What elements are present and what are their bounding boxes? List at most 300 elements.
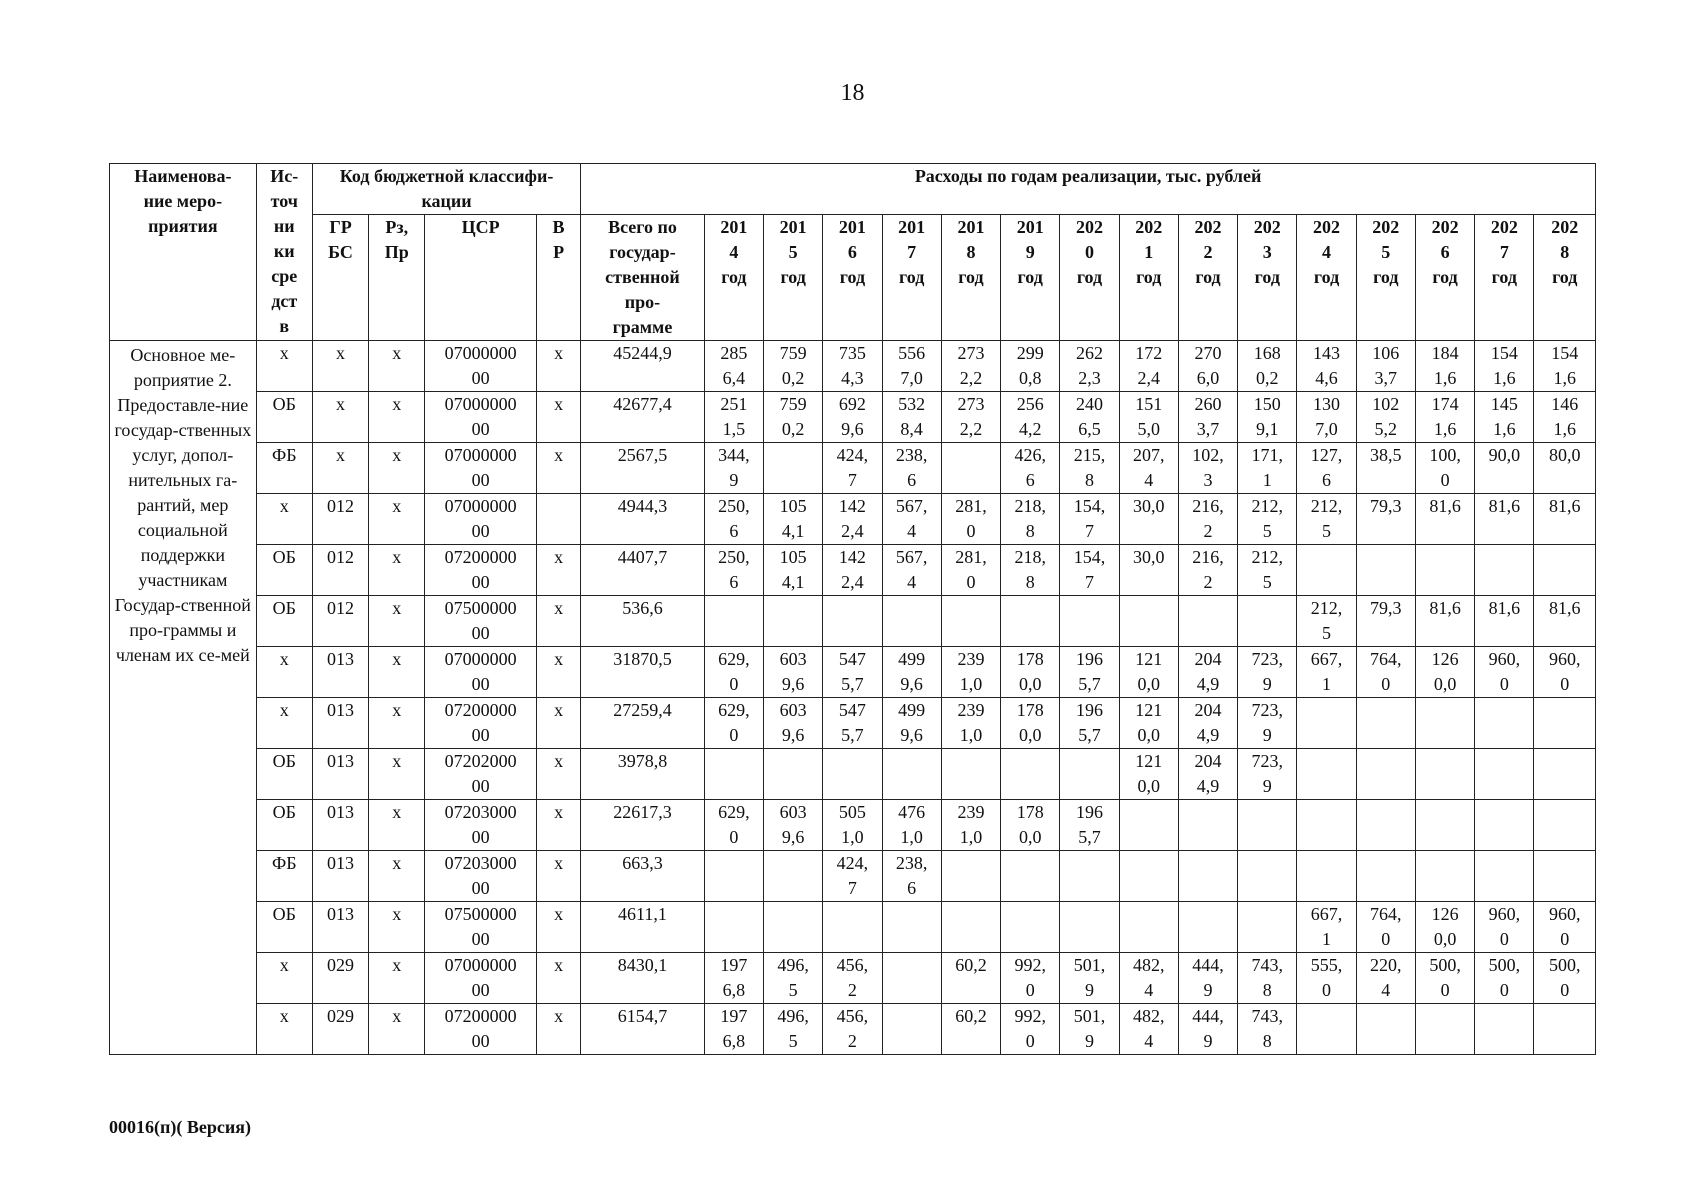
table-cell: 240 6,5 [1060,392,1119,443]
table-cell: 171, 1 [1238,443,1297,494]
table-cell: 555, 0 [1297,953,1356,1004]
table-cell [1475,851,1534,902]
table-cell: 960, 0 [1534,902,1596,953]
table-cell: 121 0,0 [1119,749,1178,800]
table-cell [1475,749,1534,800]
header-year-2026: 202 6 год [1415,215,1474,341]
table-row [110,392,1596,443]
table-cell: 482, 4 [1119,953,1178,1004]
table-cell [823,596,882,647]
table-cell [941,443,1000,494]
table-cell [1178,800,1237,851]
table-cell: 424, 7 [823,443,882,494]
table-cell: 499 9,6 [882,698,941,749]
table-cell: 178 0,0 [1001,698,1060,749]
table-cell: 667, 1 [1297,647,1356,698]
table-cell: 663,3 [581,851,705,902]
table-cell: 154, 7 [1060,494,1119,545]
table-cell: 81,6 [1475,494,1534,545]
table-cell: 216, 2 [1178,494,1237,545]
table-cell [1415,851,1474,902]
table-cell: х [256,647,312,698]
table-cell: 121 0,0 [1119,698,1178,749]
table-cell: х [369,443,425,494]
table-cell: х [536,902,580,953]
table-cell: х [312,392,368,443]
table-cell: 126 0,0 [1415,647,1474,698]
table-cell: 127, 6 [1297,443,1356,494]
table-cell: 496, 5 [764,1004,823,1055]
table-cell: 603 9,6 [764,698,823,749]
table-cell: 178 0,0 [1001,800,1060,851]
table-cell: х [536,1004,580,1055]
table-cell [1356,800,1415,851]
table-cell [704,749,763,800]
header-total: Всего по государ- ственной про- грамме [581,215,705,341]
table-cell: х [369,749,425,800]
table-cell: 07000000 00 [425,341,537,392]
table-cell: 196 5,7 [1060,698,1119,749]
table-cell: 07000000 00 [425,494,537,545]
table-cell: 07200000 00 [425,1004,537,1055]
header-vr: В Р [536,215,580,341]
table-cell: 102, 3 [1178,443,1237,494]
table-cell: 212, 5 [1238,545,1297,596]
table-row [110,749,1596,800]
table-cell: 196 5,7 [1060,800,1119,851]
table-cell [1297,749,1356,800]
table-cell [1178,596,1237,647]
table-cell: 667, 1 [1297,902,1356,953]
table-body [110,341,1596,1055]
table-cell [764,902,823,953]
table-cell: 07202000 00 [425,749,537,800]
table-cell: 759 0,2 [764,392,823,443]
table-cell [1060,596,1119,647]
table-cell: 172 2,4 [1119,341,1178,392]
table-cell: 013 [312,902,368,953]
table-cell [1415,749,1474,800]
table-cell [1415,545,1474,596]
table-cell: 197 6,8 [704,1004,763,1055]
table-cell [882,1004,941,1055]
table-cell: 456, 2 [823,953,882,1004]
table-cell: х [536,392,580,443]
table-cell: 215, 8 [1060,443,1119,494]
table-cell: 547 5,7 [823,647,882,698]
table-cell: 81,6 [1534,596,1596,647]
table-cell [941,902,1000,953]
table-cell: 629, 0 [704,800,763,851]
table-cell: 145 1,6 [1475,392,1534,443]
table-cell: 142 2,4 [823,494,882,545]
table-cell: х [369,800,425,851]
table-cell: 764, 0 [1356,902,1415,953]
table-cell: х [536,953,580,1004]
table-cell: 456, 2 [823,1004,882,1055]
table-row [110,902,1596,953]
table-row [110,596,1596,647]
table-cell: 692 9,6 [823,392,882,443]
header-expenses-by-year: Расходы по годам реализации, тыс. рублей [581,164,1596,215]
table-cell: 07500000 00 [425,596,537,647]
table-cell: 500, 0 [1534,953,1596,1004]
table-cell: 444, 9 [1178,953,1237,1004]
table-cell: 07000000 00 [425,647,537,698]
table-row [110,545,1596,596]
table-cell: 3978,8 [581,749,705,800]
table-cell: 106 3,7 [1356,341,1415,392]
table-cell: 146 1,6 [1534,392,1596,443]
table-cell: 743, 8 [1238,1004,1297,1055]
table-row [110,443,1596,494]
table-cell: 759 0,2 [764,341,823,392]
table-cell: 250, 6 [704,494,763,545]
table-cell [1356,749,1415,800]
table-cell: 79,3 [1356,596,1415,647]
table-cell: 547 5,7 [823,698,882,749]
table-cell [941,851,1000,902]
table-cell [1356,545,1415,596]
table-cell [1119,902,1178,953]
table-cell [1415,1004,1474,1055]
table-cell: 121 0,0 [1119,647,1178,698]
table-cell: 4611,1 [581,902,705,953]
table-cell [1297,800,1356,851]
table-cell [764,596,823,647]
table-cell: 07500000 00 [425,902,537,953]
table-cell: х [536,341,580,392]
table-cell: 79,3 [1356,494,1415,545]
table-cell: 184 1,6 [1415,341,1474,392]
table-cell: х [536,749,580,800]
header-year-2024: 202 4 год [1297,215,1356,341]
table-cell: 013 [312,698,368,749]
table-cell [1356,851,1415,902]
table-cell: 723, 9 [1238,647,1297,698]
table-cell: х [369,1004,425,1055]
table-cell: х [369,392,425,443]
header-budget-code: Код бюджетной классифи- кации [312,164,580,215]
table-cell: 105 4,1 [764,545,823,596]
table-cell: 273 2,2 [941,341,1000,392]
table-cell [764,851,823,902]
table-cell: 556 7,0 [882,341,941,392]
table-cell [1475,698,1534,749]
table-cell: х [256,1004,312,1055]
table-cell: 143 4,6 [1297,341,1356,392]
table-cell [941,749,1000,800]
table-cell: 204 4,9 [1178,647,1237,698]
table-cell: 444, 9 [1178,1004,1237,1055]
table-cell: 22617,3 [581,800,705,851]
table-cell: 27259,4 [581,698,705,749]
table-row [110,1004,1596,1055]
table-cell: 029 [312,1004,368,1055]
table-cell: 38,5 [1356,443,1415,494]
table-cell [1356,1004,1415,1055]
table-cell [882,749,941,800]
table-cell: 723, 9 [1238,698,1297,749]
table-cell [1001,749,1060,800]
table-cell: 029 [312,953,368,1004]
table-cell: 07203000 00 [425,851,537,902]
table-cell: 426, 6 [1001,443,1060,494]
table-cell [1238,800,1297,851]
table-cell: 07203000 00 [425,800,537,851]
table-cell [1119,851,1178,902]
table-cell: 536,6 [581,596,705,647]
table-cell: 30,0 [1119,545,1178,596]
table-cell: 567, 4 [882,494,941,545]
table-cell: х [536,647,580,698]
table-cell: 150 9,1 [1238,392,1297,443]
table-cell: 4407,7 [581,545,705,596]
table-cell: 42677,4 [581,392,705,443]
table-cell: 178 0,0 [1001,647,1060,698]
table-cell: 168 0,2 [1238,341,1297,392]
table-cell: 81,6 [1415,596,1474,647]
table-cell: 500, 0 [1475,953,1534,1004]
table-cell: 100, 0 [1415,443,1474,494]
table-cell: 220, 4 [1356,953,1415,1004]
table-cell [823,749,882,800]
table-cell: 4944,3 [581,494,705,545]
table-cell [764,443,823,494]
table-cell: 07000000 00 [425,392,537,443]
table-cell: 102 5,2 [1356,392,1415,443]
table-cell: 218, 8 [1001,545,1060,596]
table-cell: ФБ [256,443,312,494]
table-cell: 212, 5 [1297,596,1356,647]
table-cell: 212, 5 [1238,494,1297,545]
table-cell: 501, 9 [1060,953,1119,1004]
table-cell: 299 0,8 [1001,341,1060,392]
header-year-2025: 202 5 год [1356,215,1415,341]
table-cell: 81,6 [1475,596,1534,647]
table-cell: 723, 9 [1238,749,1297,800]
table-cell [1356,698,1415,749]
table-cell [1534,1004,1596,1055]
table-cell [704,851,763,902]
activity-name: Основное ме-роприятие 2. Предоставле-ние государ-ственных услуг, допол-нительных га-рантий, мер социальной поддержки участникам Государ-ственной про-граммы и членам их се-мей [110,341,257,1055]
table-cell: 81,6 [1534,494,1596,545]
table-cell: 960, 0 [1475,647,1534,698]
table-cell: 31870,5 [581,647,705,698]
table-cell: ОБ [256,545,312,596]
table-cell: х [536,545,580,596]
table-cell: 251 1,5 [704,392,763,443]
table-cell [1534,749,1596,800]
table-cell [1534,698,1596,749]
table-cell: 60,2 [941,953,1000,1004]
table-cell [1415,800,1474,851]
table-cell: 567, 4 [882,545,941,596]
table-row [110,953,1596,1004]
table-cell [764,749,823,800]
table-cell: 960, 0 [1475,902,1534,953]
table-cell: х [536,443,580,494]
table-cell: 07200000 00 [425,545,537,596]
table-cell: 207, 4 [1119,443,1178,494]
table-cell [882,596,941,647]
table-cell: 270 6,0 [1178,341,1237,392]
table-cell: 482, 4 [1119,1004,1178,1055]
header-rzpr: Рз, Пр [369,215,425,341]
table-cell: 629, 0 [704,698,763,749]
table-cell: 496, 5 [764,953,823,1004]
table-cell: 250, 6 [704,545,763,596]
table-cell: х [369,341,425,392]
table-cell: 262 2,3 [1060,341,1119,392]
table-cell: 239 1,0 [941,698,1000,749]
table-cell: 499 9,6 [882,647,941,698]
table-cell: х [369,851,425,902]
table-cell: 151 5,0 [1119,392,1178,443]
table-cell [1238,596,1297,647]
table-cell: ОБ [256,902,312,953]
header-year-2017: 201 7 год [882,215,941,341]
table-cell: 960, 0 [1534,647,1596,698]
table-row [110,800,1596,851]
table-cell: х [256,953,312,1004]
table-cell [1119,596,1178,647]
table-cell: 013 [312,749,368,800]
table-cell: ФБ [256,851,312,902]
table-cell: 012 [312,494,368,545]
table-cell [1297,851,1356,902]
table-cell: х [369,494,425,545]
table-cell: 80,0 [1534,443,1596,494]
table-cell: 130 7,0 [1297,392,1356,443]
table-cell: 105 4,1 [764,494,823,545]
table-cell [941,596,1000,647]
table-cell: 216, 2 [1178,545,1237,596]
table-cell: 60,2 [941,1004,1000,1055]
table-cell: 260 3,7 [1178,392,1237,443]
table-cell: ОБ [256,800,312,851]
table-row [110,647,1596,698]
table-cell [1475,545,1534,596]
table-cell: х [256,341,312,392]
table-cell: 197 6,8 [704,953,763,1004]
table-cell: 174 1,6 [1415,392,1474,443]
table-cell [536,494,580,545]
header-year-2018: 201 8 год [941,215,1000,341]
table-cell: 07000000 00 [425,953,537,1004]
table-cell: х [312,341,368,392]
table-row [110,851,1596,902]
table-cell: 532 8,4 [882,392,941,443]
table-cell: 013 [312,851,368,902]
table-cell: 012 [312,545,368,596]
table-cell [1001,596,1060,647]
table-cell: 218, 8 [1001,494,1060,545]
header-csr: ЦСР [425,215,537,341]
table-cell: 735 4,3 [823,341,882,392]
table-cell: х [256,494,312,545]
table-cell: 285 6,4 [704,341,763,392]
table-cell: 013 [312,647,368,698]
table-cell [1297,545,1356,596]
header-year-2020: 202 0 год [1060,215,1119,341]
table-cell: х [369,647,425,698]
table-cell [1060,749,1119,800]
document-footer: 00016(п)( Версия) [109,1117,251,1137]
table-cell: х [369,953,425,1004]
table-cell [882,953,941,1004]
table-cell [1238,851,1297,902]
header-year-2021: 202 1 год [1119,215,1178,341]
table-cell [704,596,763,647]
table-cell: х [536,800,580,851]
header-year-2015: 201 5 год [764,215,823,341]
table-cell: 256 4,2 [1001,392,1060,443]
table-cell: 273 2,2 [941,392,1000,443]
header-year-2016: 201 6 год [823,215,882,341]
table-cell: 212, 5 [1297,494,1356,545]
table-cell: 603 9,6 [764,647,823,698]
table-cell: 344, 9 [704,443,763,494]
header-year-2014: 201 4 год [704,215,763,341]
table-cell [1060,902,1119,953]
table-cell: 505 1,0 [823,800,882,851]
table-cell: 238, 6 [882,443,941,494]
table-cell: 90,0 [1475,443,1534,494]
table-cell [1534,545,1596,596]
table-cell: 992, 0 [1001,1004,1060,1055]
table-cell [1415,698,1474,749]
table-cell: 2567,5 [581,443,705,494]
expenses-table [109,163,1596,1055]
table-cell: ОБ [256,596,312,647]
table-cell: х [312,443,368,494]
table-cell [1001,851,1060,902]
table-cell: 239 1,0 [941,800,1000,851]
table-cell [1297,1004,1356,1055]
table-cell: 81,6 [1415,494,1474,545]
page-number: 18 [840,80,865,106]
table-cell [1119,800,1178,851]
table-cell [823,902,882,953]
table-row [110,698,1596,749]
table-cell: 196 5,7 [1060,647,1119,698]
header-year-2028: 202 8 год [1534,215,1596,341]
table-cell: 501, 9 [1060,1004,1119,1055]
table-cell: 126 0,0 [1415,902,1474,953]
table-cell: 204 4,9 [1178,698,1237,749]
table-cell: 281, 0 [941,494,1000,545]
table-cell: 30,0 [1119,494,1178,545]
table-cell: 281, 0 [941,545,1000,596]
table-cell: 07200000 00 [425,698,537,749]
table-cell [1475,800,1534,851]
header-funding-source: Ис- точ ни ки сре дст в [256,164,312,341]
table-cell [1001,902,1060,953]
table-cell [1534,851,1596,902]
header-activity-name: Наименова- ние меро- приятия [110,164,257,341]
table-cell [1534,800,1596,851]
table-cell: 603 9,6 [764,800,823,851]
table-cell: 07000000 00 [425,443,537,494]
table-cell [1475,1004,1534,1055]
table-row [110,341,1596,392]
table-cell: х [256,698,312,749]
table-cell: 012 [312,596,368,647]
header-grbs: ГР БС [312,215,368,341]
table-cell [1238,902,1297,953]
table-cell: 629, 0 [704,647,763,698]
